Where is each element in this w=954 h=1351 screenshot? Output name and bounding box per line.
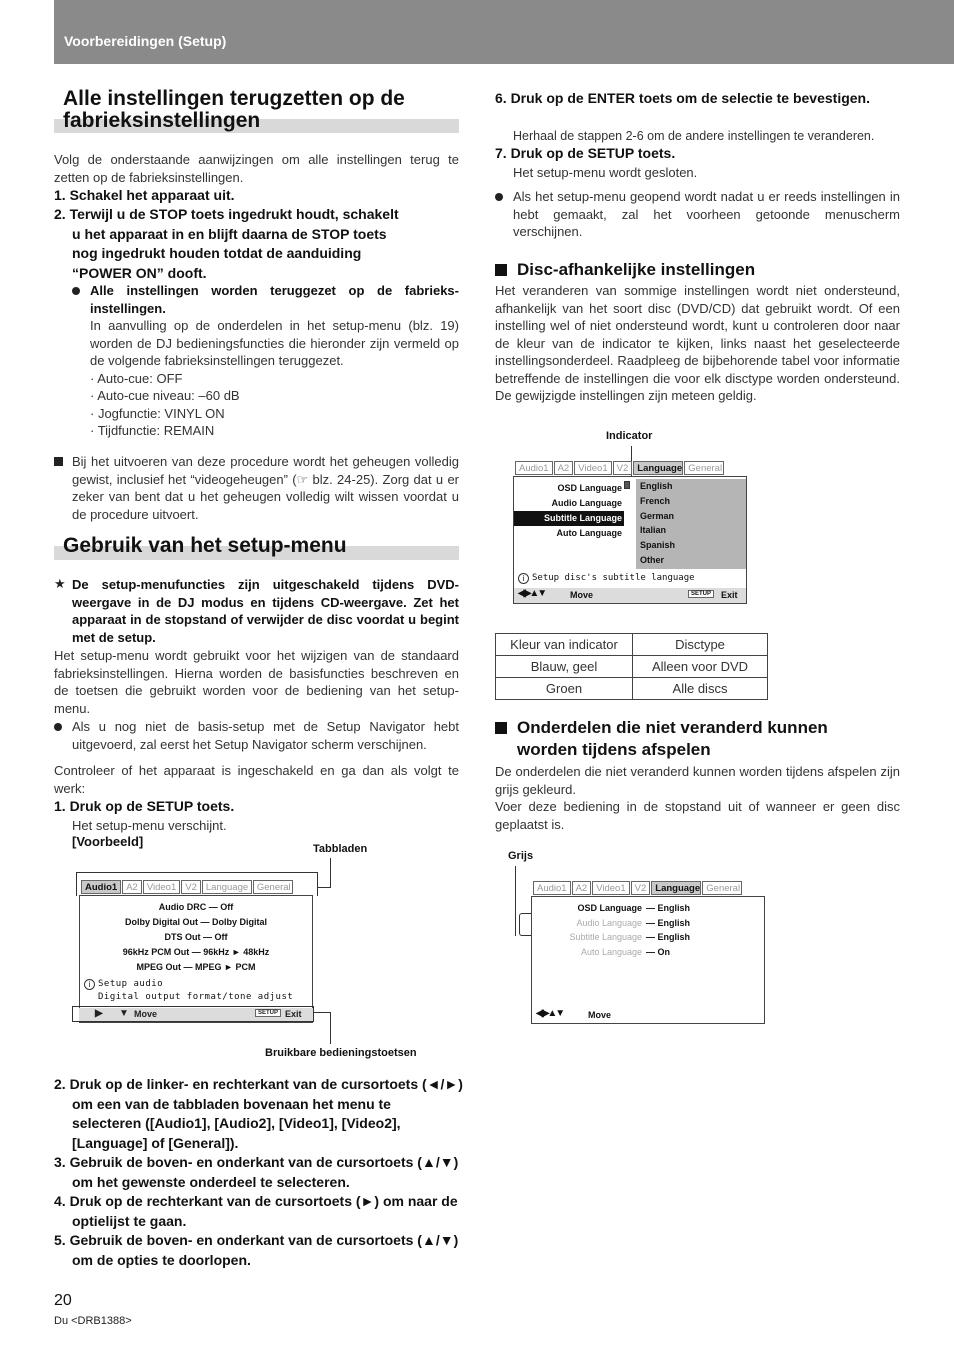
arrow-keys-icon: ◀▶▲▼: [536, 1008, 564, 1019]
callout-line: [330, 858, 331, 888]
setting-row-disabled: Audio Language: [576, 917, 642, 928]
grey-label: Grijs: [508, 850, 534, 862]
default-item: · Tijdfunctie: REMAIN: [90, 423, 215, 438]
steps-2-5: [54, 1075, 464, 1270]
tab-video1[interactable]: Video1: [574, 461, 611, 475]
grey-text-1: De onderdelen die niet veranderd kunnen worden tijdens afspelen zijn grijs gekleurd.: [495, 764, 900, 797]
screen-tabs: [515, 461, 725, 475]
step-s3: 3. Gebruik de boven- en onderkant van de cursortoets (▲/▼) om het gewenste onderdeel te selecteren.: [54, 1154, 459, 1190]
table-header-cell: Kleur van indicator: [496, 634, 633, 656]
option-item[interactable]: Spanish: [640, 540, 676, 551]
setting-row[interactable]: OSD Language: [557, 483, 622, 493]
callout-line: [318, 887, 331, 888]
reset-bold-text: Alle instellingen worden teruggezet op de fabrieks-instellingen.: [90, 283, 459, 316]
screen2-controls-bar: [514, 588, 746, 603]
tab-a2[interactable]: A2: [554, 461, 574, 475]
table-row: [496, 656, 768, 678]
setting-row[interactable]: OSD Language: [577, 903, 642, 913]
default-item: · Jogfunctie: VINYL ON: [90, 405, 225, 421]
locked-items: [532, 901, 642, 959]
tab-language[interactable]: Language: [651, 881, 701, 895]
navigator-bullet: [54, 718, 459, 753]
doc-code: Du <DRB1388>: [54, 1315, 132, 1327]
reset-text: In aanvulling op de onderdelen in het setup-menu (blz. 19) worden de DJ bedieningsfuncties die hieronder zijn vermeld op de volgende fabrieksinstellingen teruggezet.: [90, 318, 459, 368]
step-s1: 1. Druk op de SETUP toets.: [54, 798, 235, 814]
heading-disc-settings: [495, 259, 755, 281]
heading-line: fabrieksinstellingen: [63, 109, 261, 132]
page-number: 20: [54, 1292, 72, 1309]
down-arrow-icon: ▼: [119, 1008, 129, 1019]
step-s6: 6. Druk op de ENTER toets om de selectie te bevestigen.: [495, 90, 870, 106]
option-item[interactable]: Italian: [640, 525, 667, 536]
step-s7: 7. Druk op de SETUP toets.: [495, 145, 676, 161]
language-items: [514, 481, 624, 541]
indicator-label: Indicator: [606, 430, 653, 442]
exit-label: Exit: [285, 1009, 302, 1019]
check-text: Controleer of het apparaat is ingeschakeld en ga dan als volgt te werk:: [54, 763, 459, 796]
setup-text: Het setup-menu wordt gebruikt voor het wijzigen van de standaard fabrieksinstellingen. Hierna worden de basisfuncties beschreven en de toetsen die gebruikt worden voor de bediening van het setup-menu.: [54, 648, 459, 716]
step-1: 1. Schakel het apparaat uit.: [54, 187, 235, 203]
heading-setup-menu: Gebruik van het setup-menu: [63, 534, 347, 557]
callout-line: [330, 1012, 331, 1044]
setup-key[interactable]: SETUP: [688, 590, 714, 598]
info-text: Digital output format/tone adjust: [98, 992, 294, 1002]
setting-value: English: [657, 917, 691, 928]
navigator-text: Als u nog niet de basis-setup met de Setup Navigator hebt uitgevoerd, zal eerst het Setup Navigator scherm verschijnen.: [72, 719, 459, 752]
info-icon: i: [84, 979, 95, 990]
step-s2: 2. Druk op de linker- en rechterkant van de cursortoets (◄/►) om een van de tabbladen bovenaan het menu te selecteren ([Audio1], [Audio2], [Video1], [Video2], [Language] of [General]).: [54, 1076, 463, 1151]
setting-value: English: [657, 932, 691, 942]
default-item: · Auto-cue niveau: –60 dB: [90, 388, 240, 403]
table-header-cell: Disctype: [633, 634, 768, 656]
tab-audio1[interactable]: Audio1: [81, 880, 121, 894]
step-s7-sub: Het setup-menu wordt gesloten.: [513, 165, 698, 180]
note-square-icon: [54, 457, 63, 466]
option-item[interactable]: French: [640, 495, 671, 506]
setting-row[interactable]: DTS Out — Off: [164, 932, 228, 942]
info-icon: i: [518, 573, 529, 584]
tab-video1[interactable]: Video1: [592, 881, 629, 895]
reopen-bullet: [495, 188, 900, 241]
table-cell: Groen: [496, 678, 633, 700]
tab-audio1[interactable]: Audio1: [515, 461, 553, 475]
grey-text-2: Voer deze bediening in de stopstand uit of wanneer er geen disc geplaatst is.: [495, 799, 900, 832]
heading-text: Onderdelen die niet veranderd kunnen: [517, 718, 828, 737]
bullet-dot: [72, 287, 80, 295]
table-cell: Blauw, geel: [496, 656, 633, 678]
heading-locked-items: [495, 717, 905, 761]
table-header-row: [496, 634, 768, 656]
step-s6-sub: Herhaal de stappen 2-6 om de andere instellingen te veranderen.: [513, 129, 875, 143]
screen-tabs: [81, 880, 294, 894]
section-header: [54, 0, 954, 64]
screen1-controls-bar: [79, 1008, 313, 1021]
tab-video1[interactable]: Video1: [143, 880, 180, 894]
tab-v2[interactable]: V2: [181, 880, 201, 894]
keys-label: Bruikbare bedieningstoetsen: [265, 1047, 417, 1059]
setting-row-selected[interactable]: Subtitle Language: [514, 511, 624, 526]
exit-label: Exit: [721, 590, 738, 600]
language-options: [636, 479, 746, 569]
setting-row[interactable]: Dolby Digital Out — Dolby Digital: [124, 917, 267, 927]
intro-text: Volg de onderstaande aanwijzingen om alle instellingen terug te zetten op de fabrieksinstellingen.: [54, 152, 459, 185]
step-2: [54, 205, 464, 283]
tab-general[interactable]: General: [702, 881, 742, 895]
setting-row[interactable]: 96kHz PCM Out — 96kHz ► 48kHz: [122, 947, 270, 957]
heading-text: worden tijdens afspelen: [517, 740, 711, 759]
tab-general[interactable]: General: [684, 461, 724, 475]
setting-row[interactable]: Audio DRC — Off: [158, 902, 234, 912]
screen3-controls-bar: [532, 1008, 764, 1023]
info-text: Setup disc's subtitle language: [532, 573, 695, 583]
callout-line: [314, 1012, 331, 1013]
tab-language[interactable]: Language: [633, 461, 683, 475]
tab-audio1[interactable]: Audio1: [533, 881, 571, 895]
step-line: “POWER ON” dooft.: [72, 264, 207, 281]
option-item[interactable]: German: [640, 510, 675, 521]
move-label: Move: [134, 1009, 158, 1019]
right-arrow-icon: ▶: [95, 1008, 103, 1019]
setting-row-disabled: Auto Language: [580, 946, 642, 957]
section-header-label: Voorbereidingen (Setup): [64, 33, 227, 49]
star-text: De setup-menufuncties zijn uitgeschakeld tijdens DVD-weergave in de DJ modus en tijdens CD-weergave. Zet het apparaat in de stopstand of verwijder de disc voordat u begint met de setup.: [72, 577, 459, 645]
table-cell: Alle discs: [633, 678, 768, 700]
table-row: [496, 678, 768, 700]
screen-tabs: [533, 881, 743, 895]
example-label: [Voorbeeld]: [72, 834, 144, 849]
disc-text: Het veranderen van sommige instellingen wordt niet ondersteund, afhankelijk van het soort disc (DVD/CD) dat gebruikt wordt. Of een instelling wel of niet ondersteund wordt, kunt u controleren door naar de kleur van de indicator te kijken, links naast het geselecteerde instellingsonderdeel. Raadpleeg de bijbehorende tabel voor informatie betreffende de instellingen die voor elk disctype worden ondersteund. De gewijzigde instellingen zijn meteen geldig.: [495, 283, 900, 403]
table-cell: Alleen voor DVD: [633, 656, 768, 678]
step-line: nog ingedrukt houden totdat de aanduiding: [72, 245, 362, 261]
info-text: Setup audio: [98, 979, 164, 989]
step-line: 2. Terwijl u de STOP toets ingedrukt houdt, schakelt: [54, 206, 399, 222]
memory-note: [54, 453, 459, 523]
note-text: Bij het uitvoeren van deze procedure wordt het geheugen volledig gewist, inclusief het “videogeheugen” (☞ blz. 24-25). Zorg dat u er zeker van bent dat u het geheugen volledig wilt wissen voordat u de procedure uitvoert.: [72, 454, 459, 522]
heading-square-icon: [495, 264, 507, 276]
option-item[interactable]: Other: [640, 554, 665, 565]
option-item[interactable]: English: [640, 481, 673, 491]
setup-menu-screen: [79, 882, 313, 1023]
star-note: [54, 576, 459, 646]
defaults-list: [72, 370, 459, 440]
tab-v2[interactable]: V2: [613, 461, 633, 475]
setting-value: On: [657, 946, 671, 957]
heading-reset: [63, 88, 463, 132]
callout-line: [515, 866, 516, 936]
default-item: · Auto-cue: OFF: [90, 370, 183, 386]
setup-key[interactable]: SETUP: [255, 1009, 281, 1017]
locked-values: — English — English — English — On: [646, 903, 691, 957]
heading-line: Alle instellingen terugzetten op de: [63, 87, 405, 110]
bullet-dot: [495, 193, 503, 201]
tabs-label: Tabbladen: [313, 843, 368, 855]
setting-value: English: [657, 903, 691, 913]
move-label: Move: [570, 590, 594, 600]
bullet-dot: [54, 723, 62, 731]
setting-row-disabled: Subtitle Language: [569, 932, 642, 942]
heading-text: Disc-afhankelijke instellingen: [517, 260, 756, 279]
reset-bullet: [72, 282, 459, 440]
indicator-marker: [624, 481, 630, 489]
step-line: u het apparaat in en blijft daarna de STOP toets: [72, 225, 387, 242]
step-s1-sub: Het setup-menu verschijnt.: [72, 818, 227, 833]
step-s5: 5. Gebruik de boven- en onderkant van de cursortoets (▲/▼) om de opties te doorlopen.: [54, 1232, 459, 1268]
arrow-keys-icon: ◀▶▲▼: [518, 588, 546, 599]
step-s4: 4. Druk op de rechterkant van de cursortoets (►) om naar de optielijst te gaan.: [54, 1193, 458, 1229]
tab-a2[interactable]: A2: [572, 881, 592, 895]
setting-row[interactable]: Audio Language: [551, 498, 622, 508]
language-menu-screen: [513, 463, 747, 604]
tab-language[interactable]: Language: [202, 880, 252, 894]
locked-menu-screen: [531, 883, 765, 1024]
tab-v2[interactable]: V2: [631, 881, 651, 895]
tab-a2[interactable]: A2: [122, 880, 142, 894]
tab-general[interactable]: General: [253, 880, 293, 894]
heading-square-icon: [495, 722, 507, 734]
reopen-text: Als het setup-menu geopend wordt nadat u er reeds instellingen in hebt gemaakt, zal het voorheen getoonde menuscherm verschijnen.: [513, 189, 900, 239]
audio-settings-list: [80, 900, 312, 975]
setting-row[interactable]: Auto Language: [556, 528, 622, 538]
star-icon: ★: [54, 576, 66, 591]
setting-row[interactable]: MPEG Out — MPEG ► PCM: [136, 962, 256, 972]
indicator-table: [495, 633, 768, 700]
move-label: Move: [588, 1010, 612, 1020]
